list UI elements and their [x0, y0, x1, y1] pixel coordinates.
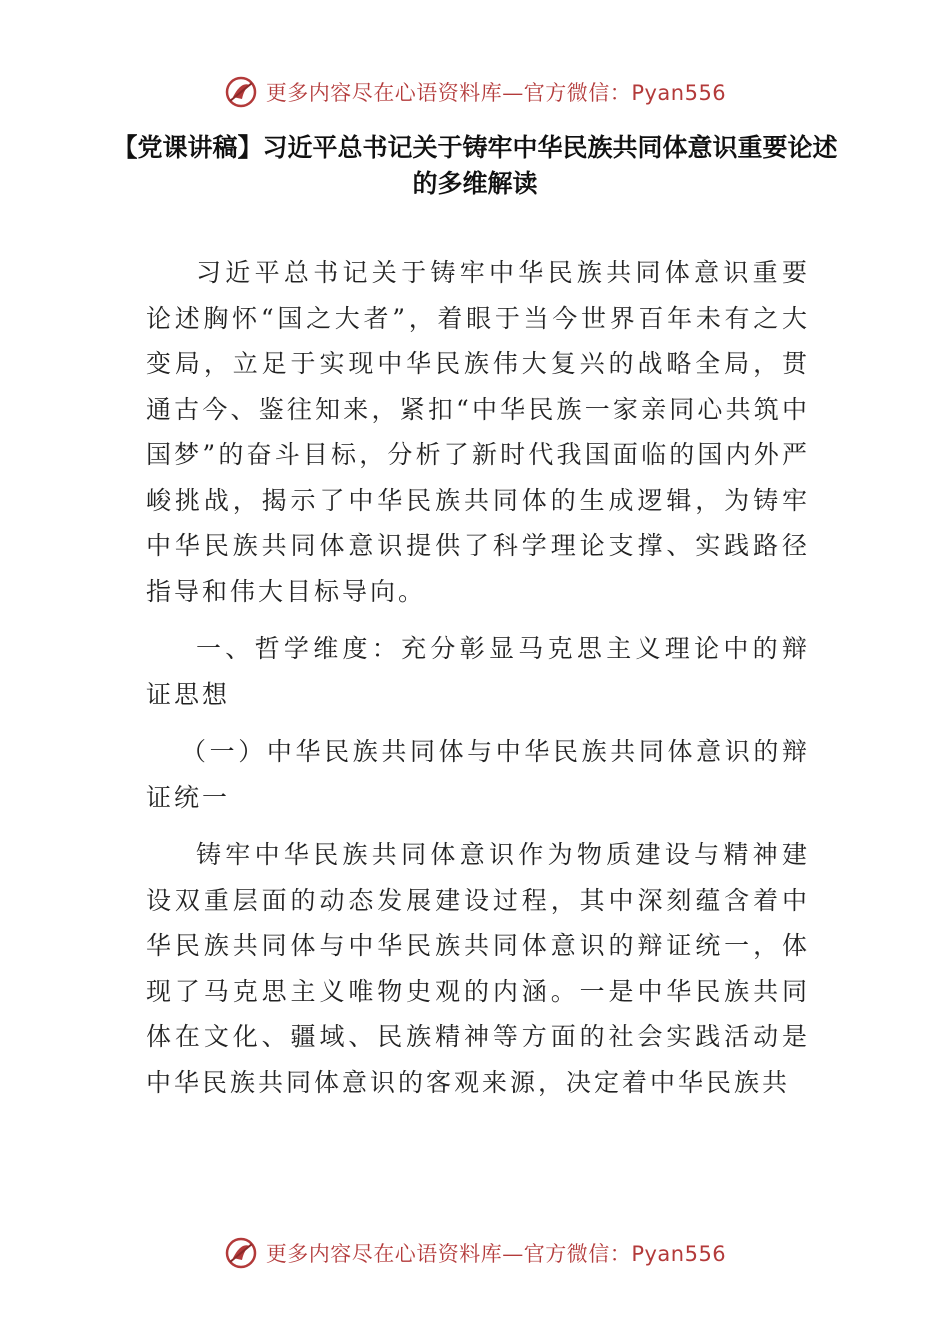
paragraph-body: 铸牢中华民族共同体意识作为物质建设与精神建设双重层面的动态发展建设过程，其中深刻蕴含着中华民族共同体与中华民族共同体意识的辩证统一，体现了马克思主义唯物史观的内涵。一是中华民族共同体在文化、疆域、民族精神等方面的社会实践活动是中华民族共同体意识的客观来源，决定着中华民族共 [146, 840, 810, 1097]
document-body [146, 250, 810, 1117]
header-banner-text: 更多内容尽在心语资料库—官方微信：Pyan556 [265, 81, 727, 105]
document-title: 【党课讲稿】习近平总书记关于铸牢中华民族共同体意识重要论述的多维解读 [112, 133, 838, 198]
logo-icon [224, 75, 258, 109]
footer-banner [0, 1233, 950, 1273]
footer-banner-text: 更多内容尽在心语资料库—官方微信：Pyan556 [265, 1242, 727, 1266]
wechat-id: Pyan556 [631, 1242, 727, 1266]
paragraph-intro: 习近平总书记关于铸牢中华民族共同体意识重要论述胸怀“国之大者”，着眼于当今世界百年未有之大变局，立足于实现中华民族伟大复兴的战略全局，贯通古今、鉴往知来，紧扣“中华民族一家亲同心共筑中国梦”的奋斗目标，分析了新时代我国面临的国内外严峻挑战，揭示了中华民族共同体的生成逻辑，为铸牢中华民族共同体意识提供了科学理论支撑、实践路径指导和伟大目标导向。 [146, 258, 810, 606]
section-heading: 一、哲学维度：充分彰显马克思主义理论中的辩证思想 [146, 634, 810, 709]
wechat-id: Pyan556 [631, 81, 727, 105]
logo-icon [224, 1236, 258, 1270]
header-banner [0, 72, 950, 112]
subsection-heading: （一）中华民族共同体与中华民族共同体意识的辩证统一 [146, 737, 810, 812]
